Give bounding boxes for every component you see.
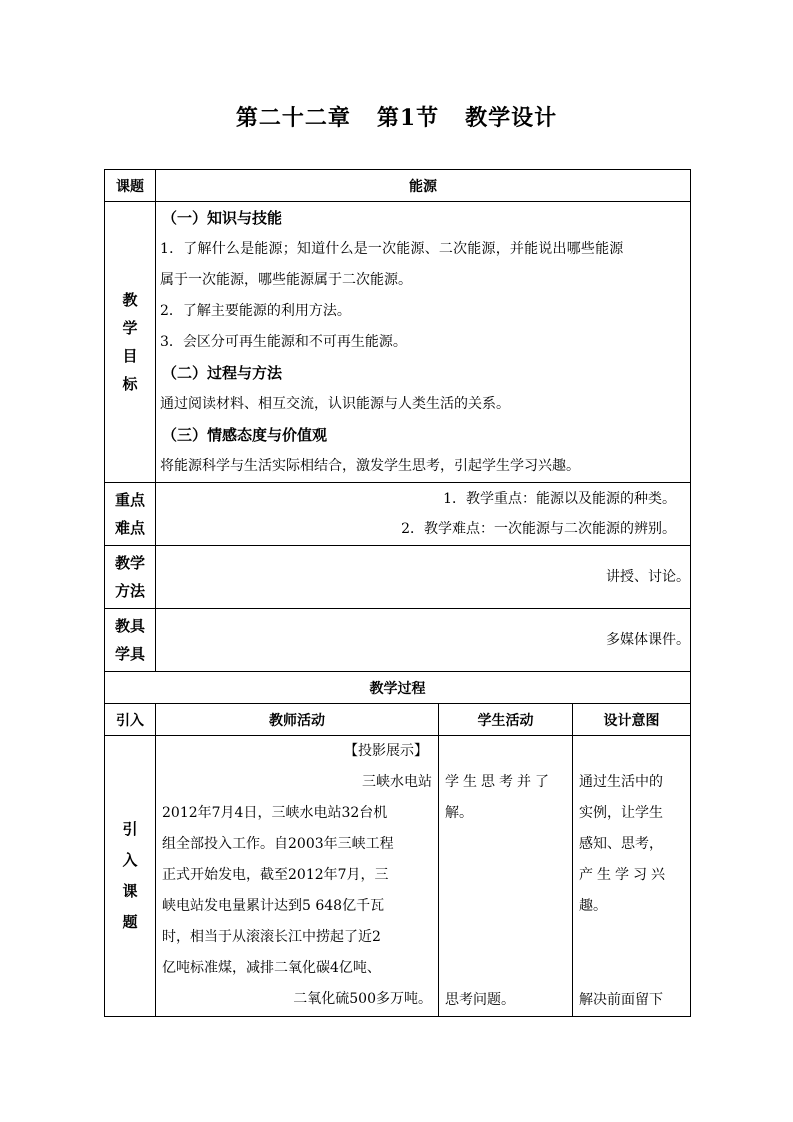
intent-bottom: 解决前面留下	[579, 992, 663, 1008]
objective-item-1b: 属于一次能源，哪些能源属于二次能源。	[160, 272, 412, 288]
lesson-plan-table	[104, 169, 691, 1017]
teacher-line-2: 2012年7月4日，三峡水电站32台机	[162, 805, 388, 821]
topic-row	[105, 170, 691, 202]
objectives-label: 教 学 目 标	[105, 202, 156, 483]
objectives-row	[105, 202, 691, 483]
teacher-line-5: 峡电站发电量累计达到5 648亿千瓦	[162, 898, 385, 914]
intro-row	[105, 736, 691, 1017]
objectives-content	[156, 202, 691, 483]
intro-intent-cell	[573, 736, 691, 1017]
intro-stage-label: 引 入 课 题	[105, 736, 156, 1017]
col-intent: 设计意图	[573, 704, 691, 736]
teacher-line-1: 三峡水电站	[362, 774, 432, 790]
knowledge-heading: （一）知识与技能	[162, 209, 283, 227]
student-line-2: 解。	[445, 805, 473, 821]
intent-line-2: 实例，让学生	[579, 805, 663, 821]
method-row	[105, 546, 691, 609]
key-points-content	[156, 483, 691, 546]
student-line-1: 学生思考并了	[445, 774, 553, 790]
process-text: 通过阅读材料、相互交流，认识能源与人类生活的关系。	[160, 396, 510, 412]
emotion-heading: （三）情感态度与价值观	[162, 426, 328, 444]
objective-item-1a: 1．了解什么是能源；知道什么是一次能源、二次能源，并能说出哪些能源	[160, 241, 624, 257]
teacher-line-6: 时，相当于从滚滚长江中捞起了近2	[162, 929, 381, 945]
tools-row	[105, 609, 691, 672]
topic-value: 能源	[156, 170, 691, 202]
teacher-line-7: 亿吨标准煤，减排二氧化碳4亿吨、	[162, 960, 381, 976]
objective-item-2: 2．了解主要能源的利用方法。	[160, 303, 351, 319]
col-teacher: 教师活动	[156, 704, 439, 736]
method-label: 教学 方法	[105, 546, 156, 609]
process-title: 教学过程	[105, 672, 691, 704]
key-point-2: 2．教学难点：一次能源与二次能源的辨别。	[401, 521, 677, 537]
chapter-label: 第二十二章	[235, 105, 351, 131]
teacher-line-8: 二氧化硫500多万吨。	[293, 991, 432, 1007]
topic-label: 课题	[105, 170, 156, 202]
teacher-line-3: 组全部投入工作。自2003年三峡工程	[162, 836, 394, 852]
projection-heading: 【投影展示】	[344, 743, 428, 759]
process-title-row	[105, 672, 691, 704]
intro-teacher-cell	[156, 736, 439, 1017]
emotion-text: 将能源科学与生活实际相结合，激发学生思考，引起学生学习兴趣。	[160, 458, 580, 474]
intent-line-3: 感知、思考，	[579, 836, 663, 852]
key-point-1: 1．教学重点：能源以及能源的种类。	[443, 491, 677, 507]
tools-value: 多媒体课件。	[156, 609, 691, 672]
section-label: 第1节	[376, 105, 440, 131]
key-points-label: 重点 难点	[105, 483, 156, 546]
process-heading: （二）过程与方法	[162, 364, 283, 382]
teacher-line-4: 正式开始发电，截至2012年7月，三	[162, 867, 389, 883]
intro-student-cell	[439, 736, 573, 1017]
intent-line-4: 产生学习兴	[579, 867, 669, 883]
title-label: 教学设计	[465, 105, 558, 131]
intent-line-1: 通过生活中的	[579, 774, 663, 790]
col-stage: 引入	[105, 704, 156, 736]
student-bottom: 思考问题。	[445, 992, 515, 1008]
key-points-row	[105, 483, 691, 546]
objective-item-3: 3．会区分可再生能源和不可再生能源。	[160, 334, 407, 350]
page-title	[0, 101, 793, 132]
col-student: 学生活动	[439, 704, 573, 736]
intent-line-5: 趣。	[579, 898, 607, 914]
column-header-row	[105, 704, 691, 736]
tools-label: 教具 学具	[105, 609, 156, 672]
method-value: 讲授、讨论。	[156, 546, 691, 609]
